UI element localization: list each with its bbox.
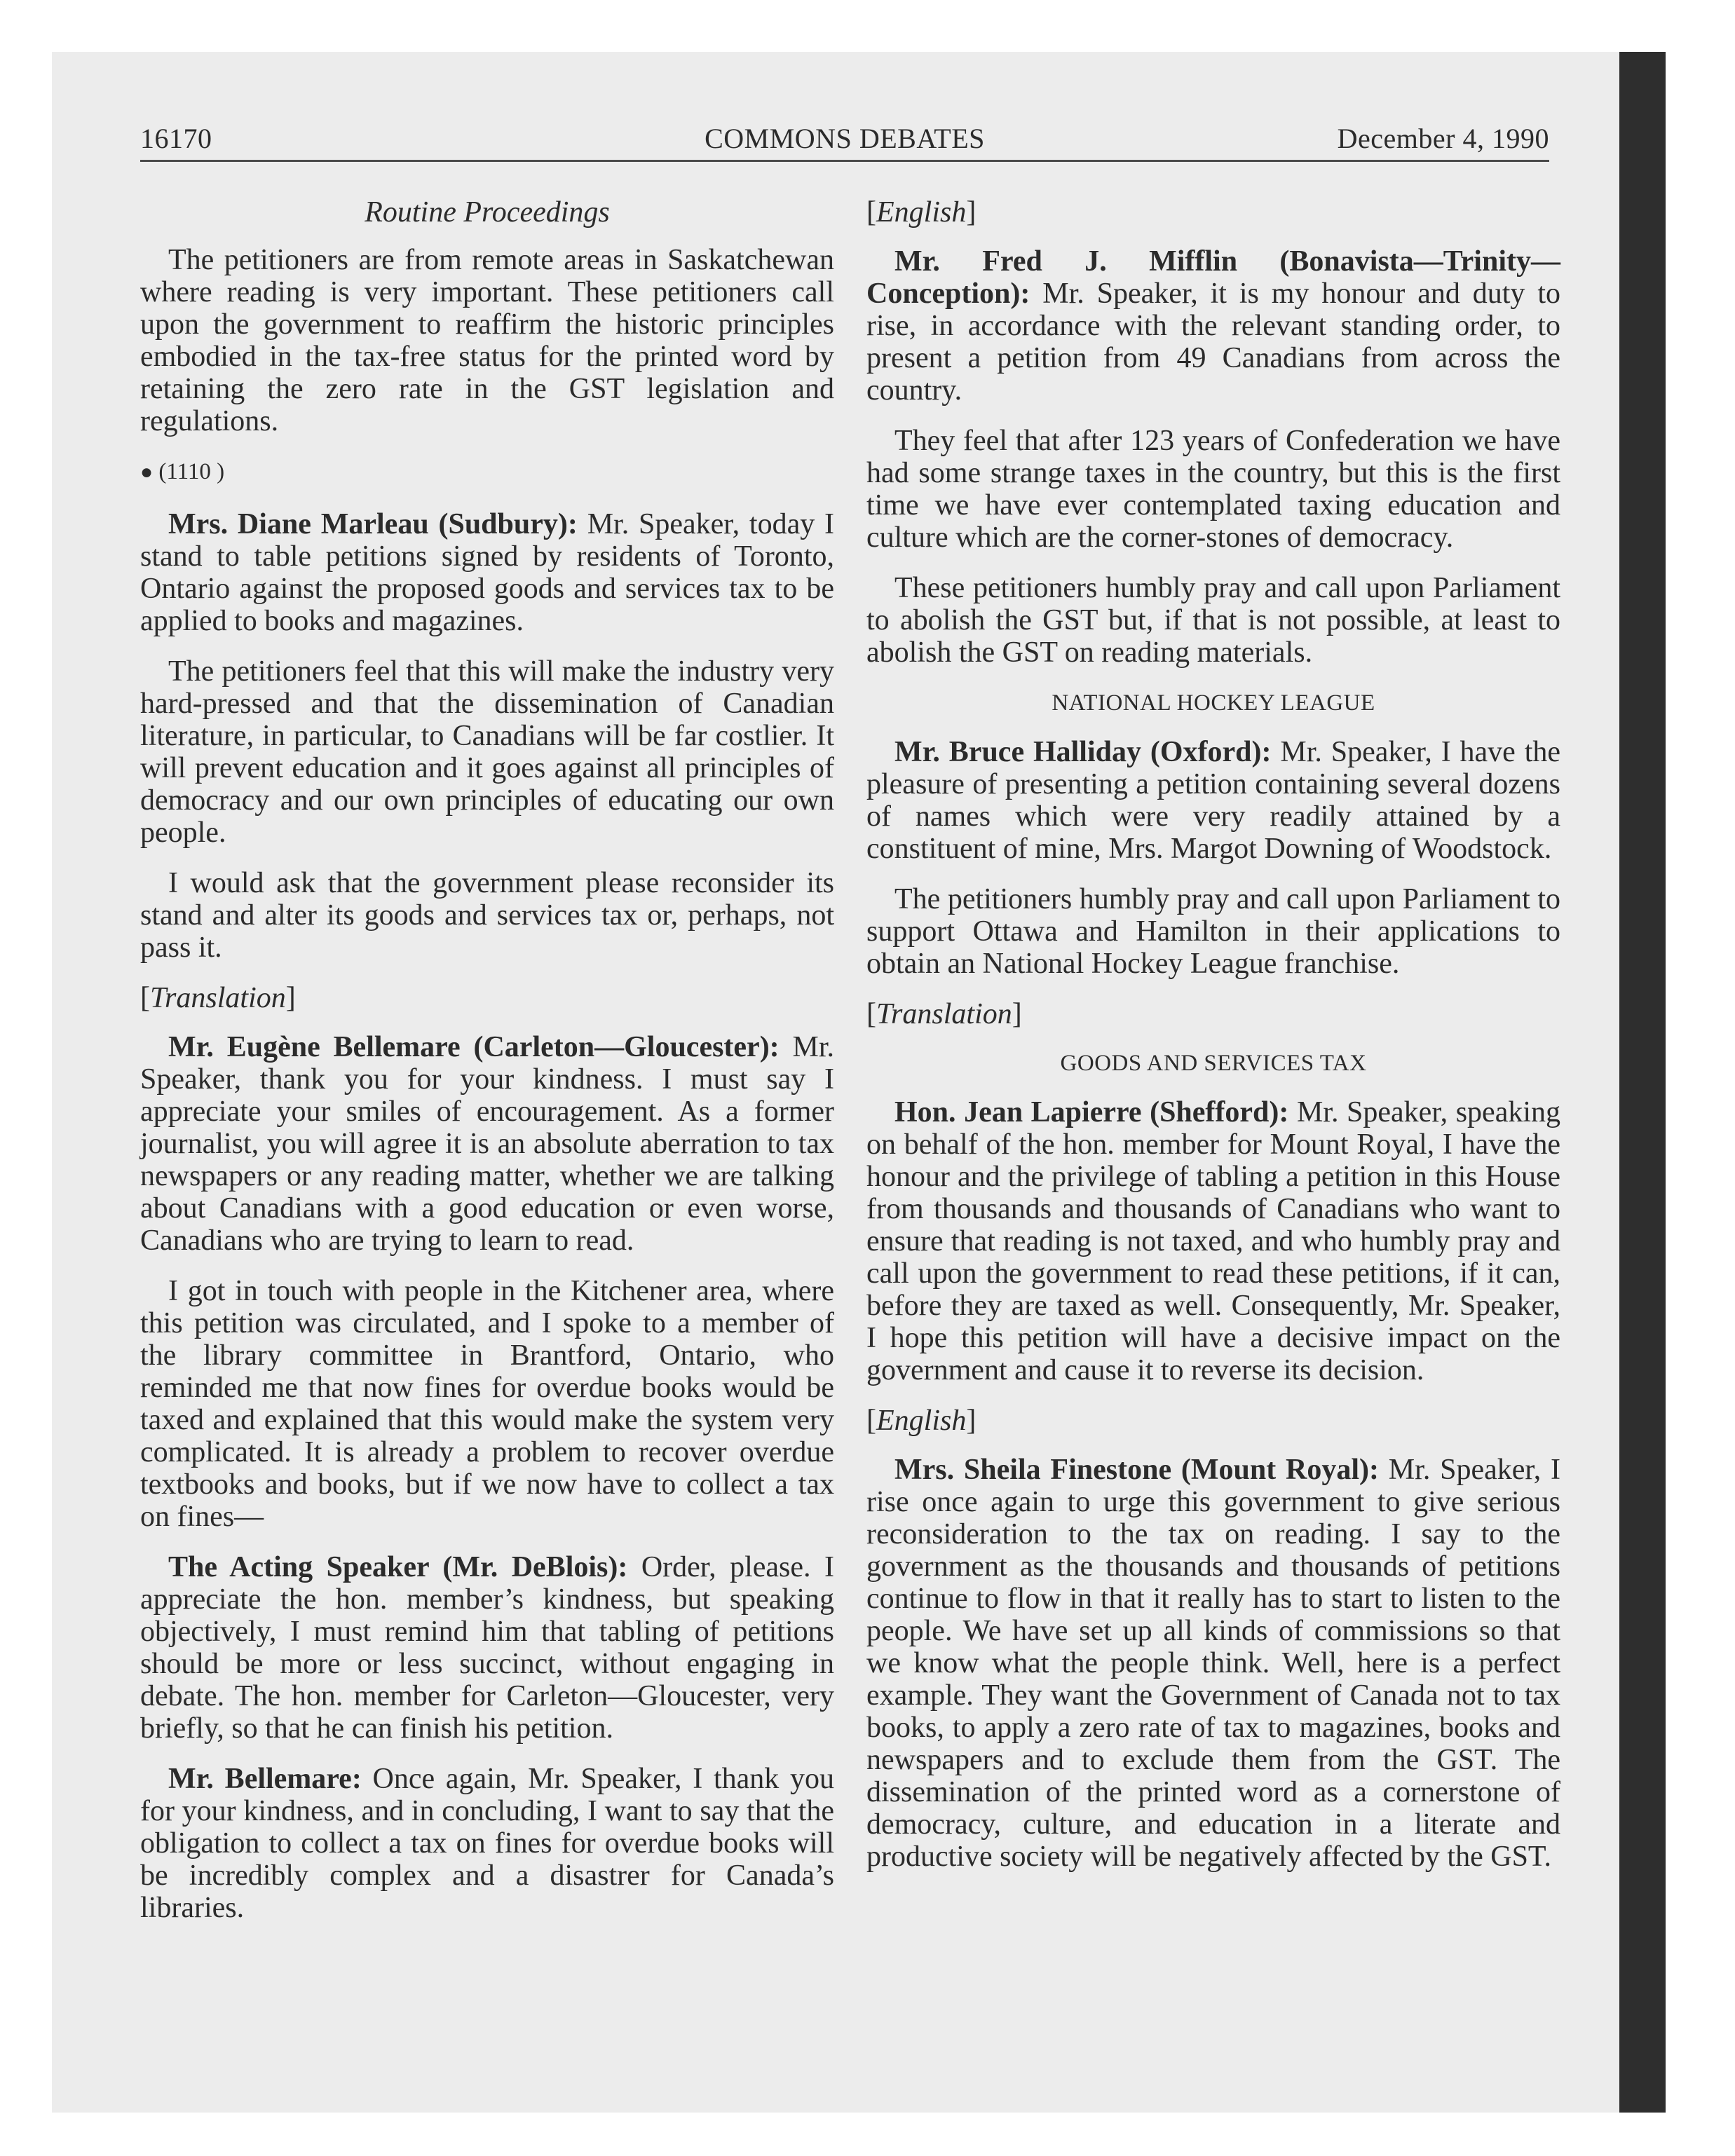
left-column [140,196,834,1942]
bracket-close: ] [966,1405,977,1437]
speech-text: Mr. Speaker, speaking on behalf of the hon. member for Mount Royal, I have the honour and the privilege of tabling a petition in this House from thousands and thousands of Canadians who want to ensure that reading is not taxed, and who humbly pray and call upon the government to read these petitions, if it can, before they are taxed as well. Consequently, Mr. Speaker, I hope this petition will have a decisive impact on the government and cause it to reverse its decision. [866,1096,1560,1386]
speech-paragraph [866,736,1560,865]
bullet-icon: ● [140,460,154,484]
speech-paragraph [866,1454,1560,1873]
speaker-name: Hon. Jean Lapierre (Shefford): [894,1096,1289,1128]
language-marker [866,1405,1560,1437]
speech-paragraph [140,508,834,637]
language-marker [866,196,1560,228]
speaker-name: Mr. Eugène Bellemare (Carleton—Gloucester): [168,1031,780,1063]
speech-paragraph [866,245,1560,407]
publication-date: December 4, 1990 [1337,123,1549,154]
speech-text: Mr. Speaker, it is my honour and duty to rise, in accordance with the relevant standing order, to present a petition from 49 Canadians from across the country. [866,278,1560,407]
speech-text: Mr. Speaker, I have the pleasure of presenting a petition containing several dozens of names which were very readily attained by a constituent of mine, Mrs. Margot Downing of Woodstock. [866,736,1561,865]
binding-edge [1619,52,1666,2113]
paragraph: The petitioners humbly pray and call upon Parliament to support Ottawa and Hamilton in their applications to obtain an National Hockey League franchise. [866,883,1560,980]
bracket-open: [ [140,982,150,1014]
subject-heading: NATIONAL HOCKEY LEAGUE [1052,690,1375,716]
section-title: Routine Proceedings [365,196,610,228]
language-name: Translation [876,998,1012,1030]
header-rule [140,160,1549,162]
speaker-name: The Acting Speaker (Mr. DeBlois): [168,1551,628,1583]
paragraph: They feel that after 123 years of Confederation we have had some strange taxes in the country, but this is the first time we have ever contemplated taxing education and culture which are the corner-stones of democracy. [866,425,1560,554]
speech-text: Mr. Speaker, today I stand to table petitions signed by residents of Toronto, Ontario against the proposed goods and services tax to be applied to books and magazines. [140,508,834,637]
speaker-name: Mr. Bruce Halliday (Oxford): [894,736,1272,768]
paragraph: These petitioners humbly pray and call upon Parliament to abolish the GST but, if that is not possible, at least to abolish the GST on reading materials. [866,572,1560,669]
language-name: Translation [150,982,286,1014]
bracket-open: [ [866,1405,876,1437]
paragraph: I got in touch with people in the Kitchener area, where this petition was circulated, and I spoke to a member of the library committee in Brantford, Ontario, who reminded me that now fines for overdue books would be taxed and explained that this would make the system very complicated. It is already a problem to recover overdue textbooks and books, but if we now have to collect a tax on fines— [140,1275,834,1533]
bracket-close: ] [966,196,977,228]
language-marker [866,998,1560,1030]
language-name: English [876,196,967,228]
right-column [866,196,1560,1891]
page-header [140,122,1549,164]
timestamp-text: (1110 ) [158,459,225,484]
speech-text: Mr. Speaker, thank you for your kindness. I must say I appreciate your smiles of encouragement. As a former journalist, you will agree it is an absolute aberration to tax newspapers or any reading matter, whether we are talking about Canadians with a good education or even worse, Canadians who are trying to learn to read. [140,1031,834,1257]
paragraph: The petitioners feel that this will make the industry very hard-pressed and that the dissemination of Canadian literature, in particular, to Canadians will be far costlier. It will prevent education and it goes against all principles of democracy and our own principles of educating our own people. [140,655,834,849]
language-marker [140,982,834,1014]
publication-title: COMMONS DEBATES [705,123,985,154]
speech-text: Order, please. I appreciate the hon. member’s kindness, but speaking objectively, I must remind him that tabling of petitions should be more or less succinct, without engaging in debate. The hon. member for Carleton—Gloucester, very briefly, so that he can finish his petition. [140,1551,834,1745]
speaker-name: Mrs. Diane Marleau (Sudbury): [168,508,578,540]
bracket-open: [ [866,998,876,1030]
speaker-name: Mrs. Sheila Finestone (Mount Royal): [894,1454,1379,1486]
speaker-name: Mr. Fred J. Mifflin (Bonavista—Trinity—Conception): [866,245,1560,310]
speech-text: Once again, Mr. Speaker, I thank you for your kindness, and in concluding, I want to say that the obligation to collect a tax on fines for overdue books will be incredibly complex and a disastrer for Canada’s libraries. [140,1763,834,1924]
bracket-close: ] [285,982,296,1014]
speech-paragraph [140,1031,834,1257]
speech-paragraph [140,1551,834,1745]
speaker-name: Mr. Bellemare: [168,1763,362,1795]
bracket-close: ] [1012,998,1022,1030]
page-number: 16170 [140,123,212,154]
paragraph: I would ask that the government please reconsider its stand and alter its goods and services tax or, perhaps, not pass it. [140,867,834,964]
bracket-open: [ [866,196,876,228]
speech-paragraph [140,1763,834,1924]
subject-heading: GOODS AND SERVICES TAX [1060,1051,1367,1076]
paragraph: The petitioners are from remote areas in Saskatchewan where reading is very important. These petitioners call upon the government to reaffirm the historic principles embodied in the tax-free status for the printed word by retaining the zero rate in the GST legislation and regulations. [140,244,834,437]
speech-paragraph [866,1096,1560,1386]
speech-text: Mr. Speaker, I rise once again to urge this government to give serious reconsideration to the tax on reading. I say to the government as the thousands and thousands of petitions continue to flow in that it really has to start to listen to the people. We have set up all kinds of commissions so that we know what the people think. Well, here is a perfect example. They want the Government of Canada not to tax books, to apply a zero rate of tax to magazines, books and newspapers and to exclude them from the GST. The dissemination of the printed word as a cornerstone of democracy, culture, and education in a literate and productive society will be negatively affected by the GST. [866,1454,1560,1873]
language-name: English [876,1405,967,1437]
timestamp [140,456,834,489]
